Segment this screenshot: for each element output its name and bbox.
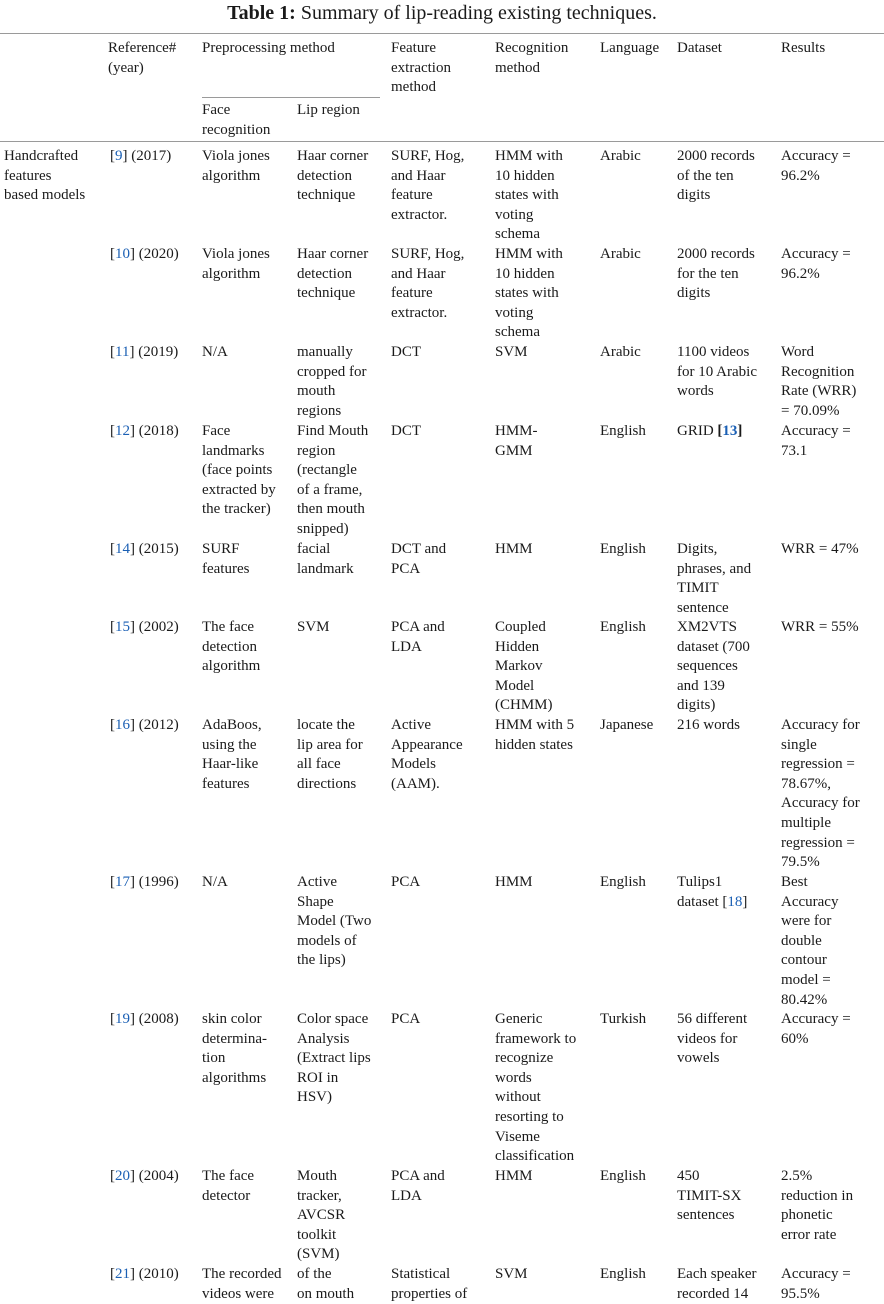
face-recognition-cell: Face landmarks (face points extracted by the tracker) xyxy=(202,423,276,518)
reference-cell xyxy=(110,873,179,893)
dataset-cell xyxy=(677,422,742,442)
header-dataset: Dataset xyxy=(677,40,722,56)
citation-year: (2017) xyxy=(131,148,172,164)
recognition-method-cell: SVM xyxy=(495,1266,528,1282)
header-feature-extraction: Feature extraction method xyxy=(391,40,451,96)
dataset-cell: Digits, phrases, and TIMIT sentence xyxy=(677,541,752,616)
citation-open: [ xyxy=(110,874,115,890)
reference-cell xyxy=(110,245,179,265)
results-cell: Accuracy = 95.5% xyxy=(781,1266,851,1302)
citation-year: (2019) xyxy=(138,344,179,360)
language-cell: English xyxy=(600,423,646,439)
caption-label: Table 1: xyxy=(227,2,296,24)
citation-link[interactable]: 12 xyxy=(115,423,130,439)
reference-cell xyxy=(110,422,179,442)
citation-open: [ xyxy=(110,344,115,360)
dataset-cell: XM2VTS dataset (700 sequences and 139 digits) xyxy=(677,619,750,714)
lip-region-cell: Color space Analysis (Extract lips ROI in HSV) xyxy=(297,1011,371,1106)
feature-extraction-cell: Active Appearance Models (AAM). xyxy=(391,717,463,792)
dataset-citation-link[interactable]: 13 xyxy=(722,423,738,439)
lip-region-cell: manually cropped for mouth regions xyxy=(297,344,367,419)
face-recognition-cell: Viola jones algorithm xyxy=(202,246,270,282)
dataset-cell: 450 TIMIT-SX sentences xyxy=(677,1168,742,1224)
feature-extraction-cell: DCT xyxy=(391,423,421,439)
results-cell: 2.5% reduction in phonetic error rate xyxy=(781,1168,854,1243)
recognition-method-cell: HMM with 10 hidden states with voting schema xyxy=(495,246,563,341)
table-caption xyxy=(0,0,884,26)
header-lip-region: Lip region xyxy=(297,102,360,118)
language-cell: English xyxy=(600,874,646,890)
citation-link[interactable]: 21 xyxy=(115,1266,130,1282)
citation-year: (2004) xyxy=(138,1168,179,1184)
reference-cell xyxy=(110,1167,179,1187)
citation-link[interactable]: 16 xyxy=(115,717,130,733)
results-cell: Accuracy = 96.2% xyxy=(781,148,851,184)
citation-link[interactable]: 15 xyxy=(115,619,130,635)
citation-open: [ xyxy=(110,619,115,635)
citation-close[interactable]: ] xyxy=(737,423,743,439)
results-cell: Accuracy = 60% xyxy=(781,1011,851,1047)
citation-open[interactable]: [ xyxy=(717,423,723,439)
feature-extraction-cell: PCA xyxy=(391,874,421,890)
language-cell: Turkish xyxy=(600,1011,647,1027)
feature-extraction-cell: SURF, Hog, and Haar feature extractor. xyxy=(391,246,465,321)
lip-region-cell: Active Shape Model (Two models of the lips) xyxy=(297,874,372,969)
citation-year: (2015) xyxy=(138,541,179,557)
face-recognition-cell: Viola jones algorithm xyxy=(202,148,270,184)
dataset-cell xyxy=(677,873,747,912)
recognition-method-cell: Generic framework to recognize words without resorting to Viseme classification xyxy=(495,1011,577,1165)
header-preprocessing: Preprocessing method xyxy=(202,40,335,56)
group-label: Handcrafted features based models xyxy=(4,148,86,204)
header-results: Results xyxy=(781,40,826,56)
results-cell: Best Accuracy were for double contour model = 80.42% xyxy=(781,874,839,1008)
citation-link[interactable]: 17 xyxy=(115,874,130,890)
preprocessing-subrule xyxy=(202,97,380,98)
dataset-text: GRID xyxy=(677,423,718,439)
results-cell: Accuracy for single regression = 78.67%, Accuracy for multiple regression = 79.5% xyxy=(781,717,860,871)
dataset-cell: 56 different videos for vowels xyxy=(677,1011,748,1067)
header-reference: Reference# (year) xyxy=(108,40,177,76)
header-face-recognition: Face recognition xyxy=(202,102,271,138)
citation-open: [ xyxy=(110,1011,115,1027)
citation-close: ] xyxy=(122,148,132,164)
citation-open: [ xyxy=(110,541,115,557)
language-cell: Japanese xyxy=(600,717,654,733)
recognition-method-cell: HMM with 10 hidden states with voting schema xyxy=(495,148,563,243)
lip-region-cell: Haar corner detection technique xyxy=(297,148,369,204)
reference-cell xyxy=(110,618,179,638)
citation-close: ] xyxy=(130,1011,139,1027)
citation-close: ] xyxy=(130,1168,139,1184)
feature-extraction-cell: PCA xyxy=(391,1011,421,1027)
header-recognition-method: Recognition method xyxy=(495,40,569,76)
reference-cell xyxy=(110,147,171,167)
citation-open: [ xyxy=(110,148,115,164)
reference-cell xyxy=(110,1265,179,1285)
citation-year: (2002) xyxy=(138,619,179,635)
face-recognition-cell: The face detector xyxy=(202,1168,255,1204)
dataset-cell: 2000 records for the ten digits xyxy=(677,246,755,302)
language-cell: Arabic xyxy=(600,344,641,360)
caption-text: Summary of lip-reading existing techniques. xyxy=(300,2,657,24)
citation-close: ] xyxy=(130,423,139,439)
citation-open: [ xyxy=(110,1266,115,1282)
face-recognition-cell: skin color determina- tion algorithms xyxy=(202,1011,267,1086)
citation-year: (2008) xyxy=(138,1011,179,1027)
citation-link[interactable]: 11 xyxy=(115,344,130,360)
header-language: Language xyxy=(600,40,660,56)
citation-close: ] xyxy=(130,619,139,635)
citation-link[interactable]: 20 xyxy=(115,1168,130,1184)
citation-close: ] xyxy=(130,717,139,733)
lip-region-cell: Mouth tracker, AVCSR toolkit (SVM) xyxy=(297,1168,346,1263)
lip-region-cell: Haar corner detection technique xyxy=(297,246,369,302)
recognition-method-cell: HMM xyxy=(495,874,533,890)
recognition-method-cell: HMM- GMM xyxy=(495,423,538,459)
dataset-cell: 1100 videos for 10 Arabic words xyxy=(677,344,757,400)
recognition-method-cell: HMM with 5 hidden states xyxy=(495,717,575,753)
citation-year: (2018) xyxy=(138,423,179,439)
reference-cell xyxy=(110,716,179,736)
citation-close: ] xyxy=(130,246,139,262)
citation-year: (2012) xyxy=(138,717,179,733)
dataset-text: Tulips1 dataset xyxy=(677,874,723,910)
results-cell: WRR = 55% xyxy=(781,619,859,635)
recognition-method-cell: HMM xyxy=(495,1168,533,1184)
face-recognition-cell: The recorded videos were xyxy=(202,1266,282,1302)
citation-close: ] xyxy=(130,1266,139,1282)
citation-link[interactable]: 9 xyxy=(115,148,123,164)
citation-link[interactable]: 19 xyxy=(115,1011,130,1027)
face-recognition-cell: N/A xyxy=(202,344,228,360)
results-cell: Accuracy = 96.2% xyxy=(781,246,851,282)
feature-extraction-cell: PCA and LDA xyxy=(391,1168,445,1204)
reference-cell xyxy=(110,540,179,560)
lip-region-cell: Find Mouth region (rectangle of a frame, then mouth snipped) xyxy=(297,423,369,537)
face-recognition-cell: The face detection algorithm xyxy=(202,619,261,675)
lip-region-cell: facial landmark xyxy=(297,541,354,577)
lip-region-cell: SVM xyxy=(297,619,330,635)
results-cell: WRR = 47% xyxy=(781,541,859,557)
citation-open: [ xyxy=(110,423,115,439)
citation-open: [ xyxy=(722,893,728,910)
header-bottom-rule xyxy=(0,141,884,142)
citation-link[interactable]: 10 xyxy=(115,246,130,262)
citation-year: (2010) xyxy=(138,1266,179,1282)
top-rule xyxy=(0,33,884,34)
feature-extraction-cell: DCT xyxy=(391,344,421,360)
results-cell: Accuracy = 73.1 xyxy=(781,423,851,459)
feature-extraction-cell: DCT and PCA xyxy=(391,541,447,577)
recognition-method-cell: SVM xyxy=(495,344,528,360)
citation-close: ] xyxy=(130,541,139,557)
face-recognition-cell: SURF features xyxy=(202,541,250,577)
dataset-cell: 216 words xyxy=(677,717,740,733)
face-recognition-cell: N/A xyxy=(202,874,228,890)
citation-close: ] xyxy=(130,874,139,890)
citation-year: (2020) xyxy=(138,246,179,262)
citation-year: (1996) xyxy=(138,874,179,890)
citation-close: ] xyxy=(129,344,139,360)
feature-extraction-cell: SURF, Hog, and Haar feature extractor. xyxy=(391,148,465,223)
citation-open: [ xyxy=(110,246,115,262)
citation-link[interactable]: 14 xyxy=(115,541,130,557)
recognition-method-cell: HMM xyxy=(495,541,533,557)
dataset-citation-link[interactable]: 18 xyxy=(727,893,743,910)
dataset-cell: 2000 records of the ten digits xyxy=(677,148,755,204)
citation-close: ] xyxy=(742,893,748,910)
language-cell: English xyxy=(600,541,646,557)
language-cell: English xyxy=(600,619,646,635)
feature-extraction-cell: Statistical properties of xyxy=(391,1266,468,1302)
citation-open: [ xyxy=(110,1168,115,1184)
lip-region-cell: of the on mouth xyxy=(297,1266,355,1302)
reference-cell xyxy=(110,1010,179,1030)
reference-cell xyxy=(110,343,178,363)
dataset-cell: Each speaker recorded 14 xyxy=(677,1266,757,1302)
results-cell: Word Recognition Rate (WRR) = 70.09% xyxy=(781,344,857,419)
feature-extraction-cell: PCA and LDA xyxy=(391,619,445,655)
citation-open: [ xyxy=(110,717,115,733)
language-cell: Arabic xyxy=(600,246,641,262)
language-cell: English xyxy=(600,1168,646,1184)
face-recognition-cell: AdaBoos, using the Haar-like features xyxy=(202,717,262,792)
language-cell: Arabic xyxy=(600,148,641,164)
lip-region-cell: locate the lip area for all face directions xyxy=(297,717,363,792)
recognition-method-cell: Coupled Hidden Markov Model (CHMM) xyxy=(495,619,553,714)
language-cell: English xyxy=(600,1266,646,1282)
